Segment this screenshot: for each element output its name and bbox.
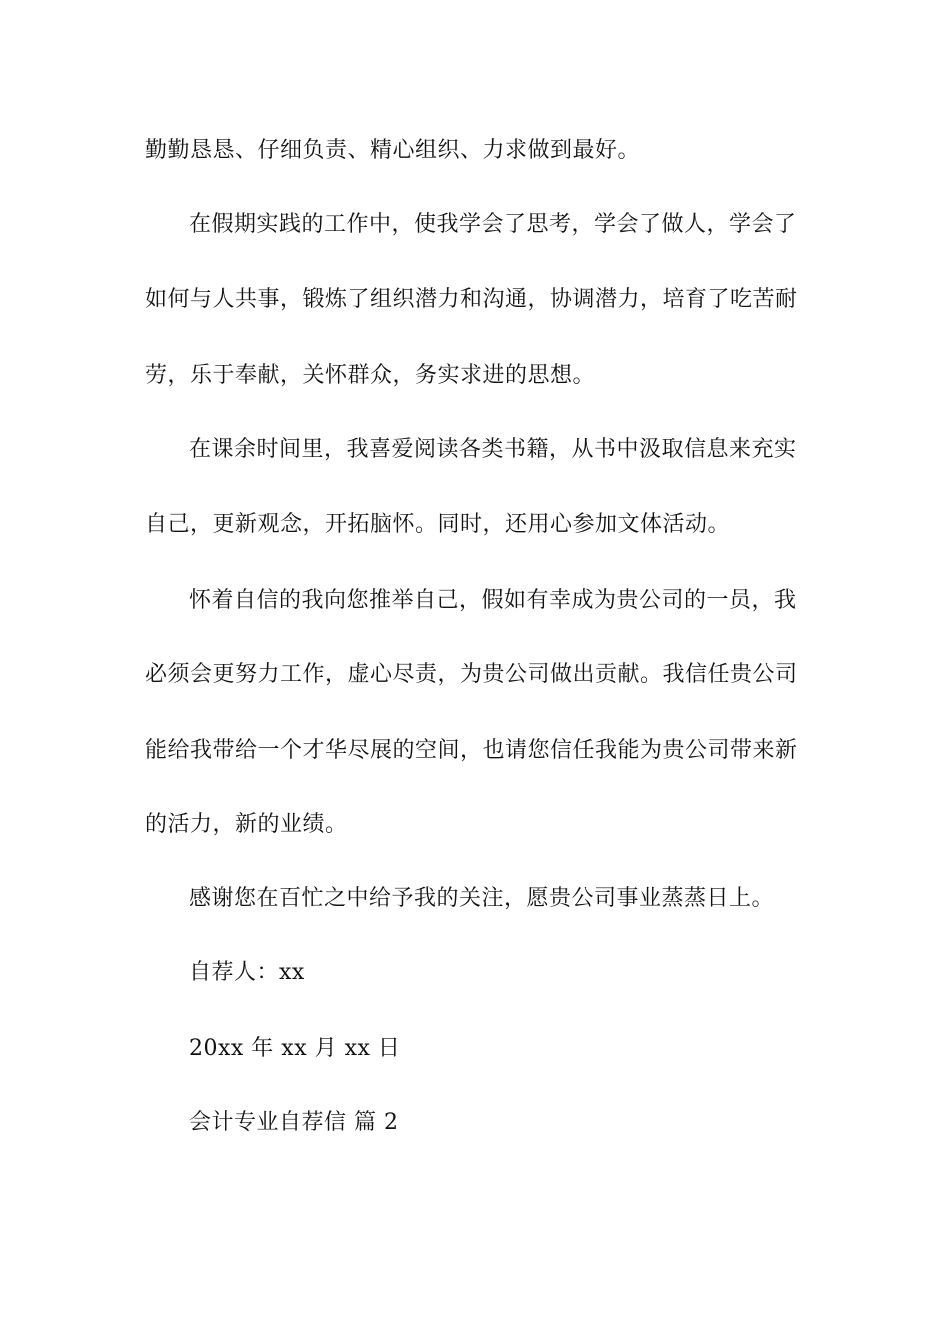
text-line: 劳，乐于奉献，关怀群众，务实求进的思想。 (145, 363, 596, 388)
date-line: 20xx 年 xx 月 xx 日 (189, 1036, 401, 1061)
section-heading: 会计专业自荐信 篇 2 (189, 1110, 399, 1135)
signature-line: 自荐人：xx (189, 960, 305, 985)
text-line: 自己，更新观念，开拓脑怀。同时，还用心参加文体活动。 (145, 512, 731, 537)
text-line: 必须会更努力工作，虚心尽责，为贵公司做出贡献。我信任贵公司 (145, 662, 798, 687)
text-line: 如何与人共事，锻炼了组织潜力和沟通，协调潜力，培育了吃苦耐 (145, 287, 798, 312)
text-line: 勤勤恳恳、仔细负责、精心组织、力求做到最好。 (145, 138, 641, 163)
text-line: 的活力，新的业绩。 (145, 812, 348, 837)
paragraph-start-line: 怀着自信的我向您推举自己，假如有幸成为贵公司的一员，我 (189, 588, 797, 613)
text-line: 能给我带给一个才华尽展的空间，也请您信任我能为贵公司带来新 (145, 738, 798, 763)
paragraph-start-line: 在假期实践的工作中，使我学会了思考，学会了做人，学会了 (189, 212, 797, 237)
paragraph-start-line: 在课余时间里，我喜爱阅读各类书籍，从书中汲取信息来充实 (189, 437, 797, 462)
closing-line: 感谢您在百忙之中给予我的关注，愿贵公司事业蒸蒸日上。 (189, 886, 775, 911)
